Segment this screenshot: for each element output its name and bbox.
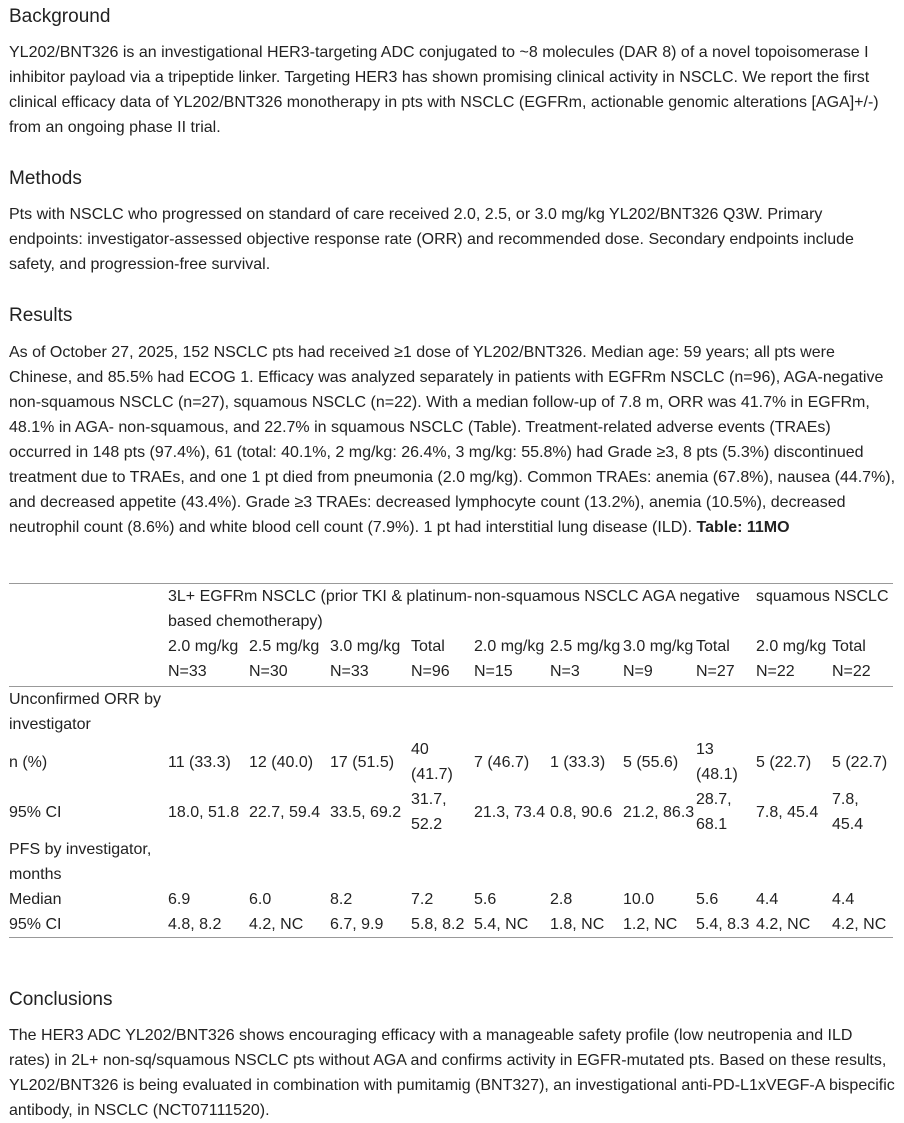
table-cell: 6.0 (249, 891, 272, 908)
table-cell: 17 (51.5) (330, 753, 395, 771)
results-heading: Results (9, 305, 73, 326)
table-row (9, 787, 893, 837)
column-header: 2.5 mg/kg N=3 (550, 634, 623, 687)
table-cell (756, 687, 832, 738)
table-cell: 7.2 (411, 891, 434, 908)
table-cell: 6.9 (168, 891, 191, 908)
table-row (9, 912, 893, 938)
methods-text: Pts with NSCLC who progressed on standard of care received 2.0, 2.5, or 3.0 mg/kg YL202/BNT326 Q3W. Primary endpoints: investigator-assessed objective response rate (ORR) and recommended dose. Secondary endpoints include safety, and progression-free survival. (9, 206, 854, 273)
table-cell: 10.0 (623, 891, 655, 908)
column-header: 2.5 mg/kg N=30 (249, 634, 330, 687)
table-cell: 0.8, 90.6 (550, 803, 613, 821)
table-cell: 4.2, NC (249, 912, 330, 938)
table-cell: 4.8, 8.2 (168, 912, 249, 938)
table-cell: 5.8, 8.2 (411, 912, 474, 938)
table-cell: 8.2 (330, 891, 353, 908)
table-cell: 5.6 (696, 891, 719, 908)
column-header: 3.0 mg/kg N=33 (330, 634, 411, 687)
table-cell: 33.5, 69.2 (330, 803, 402, 821)
table-cell: 1.8, NC (550, 912, 623, 938)
results-table (9, 583, 893, 938)
table-cell: 13 (48.1) (696, 741, 738, 783)
table-cell: 4.2, NC (756, 912, 832, 938)
table-cell (249, 687, 330, 738)
table-cell: 5 (55.6) (623, 753, 679, 771)
conclusions-text: The HER3 ADC YL202/BNT326 shows encouraging efficacy with a manageable safety profile (low neutropenia and ILD rates) in 2L+ non-sq/squamous NSCLC pts without AGA and confirms activity in EGFR-mutated pts. Based on these results, YL202/BNT326 is being evaluated in combination with pumitamig (BNT327), an investigational anti-PD-L1xVEGF-A bispecific antibody, in NSCLC (NCT07111520). (9, 1027, 895, 1119)
table-cell: 12 (40.0) (249, 753, 314, 771)
table-cell (550, 837, 623, 887)
table-cell (623, 837, 696, 887)
table-column-header-row (9, 634, 893, 687)
table-row (9, 837, 893, 887)
table-cell: 5.4, 8.3 (696, 912, 756, 938)
results-body: As of October 27, 2025, 152 NSCLC pts had received ≥1 dose of YL202/BNT326. Median age: 59 years; all pts were Chinese, and 85.5% had ECOG 1. Efficacy was analyzed separately in patients with EGFRm NSCLC (n=96), AGA-negative non-squamous NSCLC (n=27), squamous NSCLC (n=22). With a median follow-up of 7.8 m, ORR was 41.7% in EGFRm, 48.1% in AGA- non-squamous, and 22.7% in squamous NSCLC (Table). Treatment-related adverse events (TRAEs) occurred in 148 pts (97.4%), 61 (total: 40.1%, 2 mg/kg: 26.4%, 3 mg/kg: 55.8%) had Grade ≥3, 8 pts (5.3%) discontinued treatment due to TRAEs, and one 1 pt died from pneumonia (2.0 mg/kg). Common TRAEs: anemia (67.8%), nausea (44.7%), and decreased appetite (43.4%). Grade ≥3 TRAEs: decreased lymphocyte count (13.2%), anemia (10.5%), decreased neutrophil count (8.6%) and white blood cell count (7.9%). 1 pt had interstitial lung disease (ILD). (9, 344, 896, 536)
table-cell (696, 687, 756, 738)
row-label: Median (9, 891, 62, 908)
table-cell: 11 (33.3) (168, 753, 231, 771)
table-cell: 2.8 (550, 891, 573, 908)
table-cell: 21.2, 86.3 (623, 803, 695, 821)
column-header: 2.0 mg/kg N=22 (756, 634, 832, 687)
column-header: 2.0 mg/kg N=33 (168, 634, 249, 687)
table-cell (411, 687, 474, 738)
row-label: n (%) (9, 753, 48, 771)
table-cell: 7.8, 45.4 (756, 803, 819, 821)
table-cell: 5.6 (474, 891, 497, 908)
table-cell (411, 837, 474, 887)
table-cell (832, 837, 893, 887)
table-cell (168, 837, 249, 887)
results-text (9, 340, 897, 540)
table-cell (330, 687, 411, 738)
table-cell (756, 837, 832, 887)
table-cell: 7 (46.7) (474, 753, 530, 771)
table-cell: 5.4, NC (474, 912, 550, 938)
table-row (9, 887, 893, 912)
table-cell (550, 687, 623, 738)
table-cell: 28.7, 68.1 (696, 791, 732, 833)
table-row (9, 687, 893, 738)
row-label: PFS by investigator, months (9, 841, 152, 883)
group-header-squamous: squamous NSCLC (756, 588, 889, 605)
table-label: Table: 11MO (696, 519, 790, 536)
row-label: 95% CI (9, 803, 62, 821)
table-cell: 4.4 (832, 891, 855, 908)
methods-heading: Methods (9, 168, 82, 189)
table-cell: 4.4 (756, 891, 779, 908)
table-cell (832, 687, 893, 738)
table-cell (249, 837, 330, 887)
table-cell: 6.7, 9.9 (330, 912, 411, 938)
column-header: Total N=96 (411, 634, 474, 687)
conclusions-heading: Conclusions (9, 989, 113, 1010)
table-cell: 31.7, 52.2 (411, 791, 447, 833)
column-header: Total N=22 (832, 634, 893, 687)
table-cell (474, 837, 550, 887)
row-label: Unconfirmed ORR by investigator (9, 691, 162, 733)
table-row (9, 737, 893, 787)
background-heading: Background (9, 6, 111, 27)
table-cell: 22.7, 59.4 (249, 803, 321, 821)
column-header: 2.0 mg/kg N=15 (474, 634, 550, 687)
table-cell (168, 687, 249, 738)
table-corner-2 (9, 634, 168, 687)
column-header: 3.0 mg/kg N=9 (623, 634, 696, 687)
table-cell: 5 (22.7) (756, 753, 812, 771)
background-text: YL202/BNT326 is an investigational HER3-targeting ADC conjugated to ~8 molecules (DAR 8) of a novel topoisomerase I inhibitor payload via a tripeptide linker. Targeting HER3 has shown promising clinical activity in NSCLC. We report the first clinical efficacy data of YL202/BNT326 monotherapy in pts with NSCLC (EGFRm, actionable genomic alterations [AGA]+/-) from an ongoing phase II trial. (9, 44, 879, 136)
group-header-egfrm: 3L+ EGFRm NSCLC (prior TKI & platinum-based chemotherapy) (168, 588, 473, 630)
table-cell: 7.8, 45.4 (832, 791, 864, 833)
table-cell: 18.0, 51.8 (168, 803, 240, 821)
table-corner (9, 584, 168, 635)
table-cell: 1.2, NC (623, 912, 696, 938)
table-cell: 21.3, 73.4 (474, 803, 546, 821)
table-cell: 1 (33.3) (550, 753, 606, 771)
group-header-nonsquamous: non-squamous NSCLC AGA negative (474, 588, 740, 605)
table-cell: 5 (22.7) (832, 753, 888, 771)
table-cell (696, 837, 756, 887)
table-cell (474, 687, 550, 738)
column-header: Total N=27 (696, 634, 756, 687)
table-cell: 40 (41.7) (411, 741, 453, 783)
table-group-header-row (9, 584, 893, 635)
table-cell (330, 837, 411, 887)
row-label: 95% CI (9, 912, 168, 938)
table-cell (623, 687, 696, 738)
table-cell: 4.2, NC (832, 912, 893, 938)
